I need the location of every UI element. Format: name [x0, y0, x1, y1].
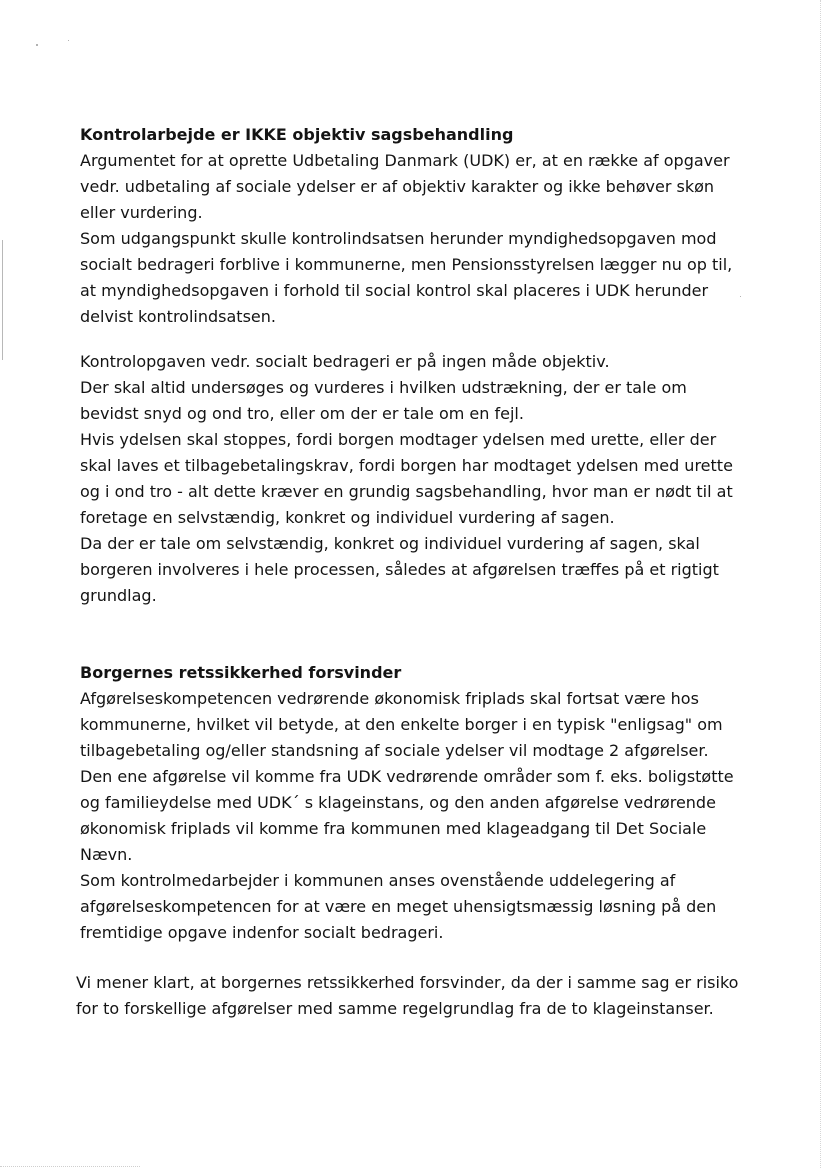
paragraph-line: Vi mener klart, at borgernes retssikkerhed forsvinder, da der i samme sag er risiko: [76, 973, 739, 992]
paragraph-line: Kontrolopgaven vedr. socialt bedrageri er på ingen måde objektiv.: [80, 352, 610, 371]
paragraph-line: bevidst snyd og ond tro, eller om der er tale om en fejl.: [80, 404, 524, 423]
paragraph-line: for to forskellige afgørelser med samme regelgrundlag fra de to klageinstanser.: [76, 999, 714, 1018]
paragraph-line: Som kontrolmedarbejder i kommunen anses ovenstående uddelegering af: [80, 871, 676, 890]
paragraph-line: eller vurdering.: [80, 203, 203, 222]
paragraph-line: vedr. udbetaling af sociale ydelser er af objektiv karakter og ikke behøver skøn: [80, 177, 715, 196]
paragraph-line: socialt bedrageri forblive i kommunerne, men Pensionsstyrelsen lægger nu op til,: [80, 255, 733, 274]
section-objective-processing: [80, 122, 770, 330]
paragraph-line: og familieydelse med UDK´ s klageinstans, og den anden afgørelse vedrørende: [80, 793, 716, 812]
paragraph-line: Da der er tale om selvstændig, konkret og individuel vurdering af sagen, skal: [80, 534, 700, 553]
paragraph-line: Nævn.: [80, 845, 133, 864]
section-heading: Borgernes retssikkerhed forsvinder: [80, 663, 402, 682]
paragraph-line: grundlag.: [80, 586, 157, 605]
paragraph-line: delvist kontrolindsatsen.: [80, 307, 276, 326]
paragraph-line: Afgørelseskompetencen vedrørende økonomisk friplads skal fortsat være hos: [80, 689, 699, 708]
paragraph-line: tilbagebetaling og/eller standsning af sociale ydelser vil modtage 2 afgørelser.: [80, 741, 709, 760]
paragraph-line: at myndighedsopgaven i forhold til social kontrol skal placeres i UDK herunder: [80, 281, 709, 300]
paragraph-line: fremtidige opgave indenfor socialt bedrageri.: [80, 923, 444, 942]
scan-edge-left: [2, 240, 3, 360]
section-conclusion: [76, 970, 766, 1022]
paragraph-line: afgørelseskompetencen for at være en meget uhensigtsmæssig løsning på den: [80, 897, 717, 916]
paragraph-line: Som udgangspunkt skulle kontrolindsatsen herunder myndighedsopgaven mod: [80, 229, 717, 248]
scan-speck: [36, 44, 38, 46]
scan-edge-right: [820, 0, 822, 1168]
paragraph-line: Hvis ydelsen skal stoppes, fordi borgen modtager ydelsen med urette, eller der: [80, 430, 717, 449]
paragraph-line: skal laves et tilbagebetalingskrav, fordi borgen har modtaget ydelsen med urette: [80, 456, 733, 475]
paragraph-line: foretage en selvstændig, konkret og individuel vurdering af sagen.: [80, 508, 615, 527]
paragraph-line: økonomisk friplads vil komme fra kommunen med klageadgang til Det Sociale: [80, 819, 707, 838]
paragraph-line: borgeren involveres i hele processen, således at afgørelsen træffes på et rigtigt: [80, 560, 719, 579]
paragraph-line: Der skal altid undersøges og vurderes i hvilken udstrækning, der er tale om: [80, 378, 687, 397]
scan-speck: [68, 40, 69, 41]
section-heading: Kontrolarbejde er IKKE objektiv sagsbehandling: [80, 125, 514, 144]
paragraph-line: Argumentet for at oprette Udbetaling Danmark (UDK) er, at en række af opgaver: [80, 151, 730, 170]
section-control-task: [80, 349, 770, 609]
paragraph-line: kommunerne, hvilket vil betyde, at den enkelte borger i en typisk "enligsag" om: [80, 715, 723, 734]
paragraph-line: Den ene afgørelse vil komme fra UDK vedrørende områder som f. eks. boligstøtte: [80, 767, 734, 786]
section-legal-certainty: [80, 660, 770, 946]
paragraph-line: og i ond tro - alt dette kræver en grundig sagsbehandling, hvor man er nødt til at: [80, 482, 733, 501]
